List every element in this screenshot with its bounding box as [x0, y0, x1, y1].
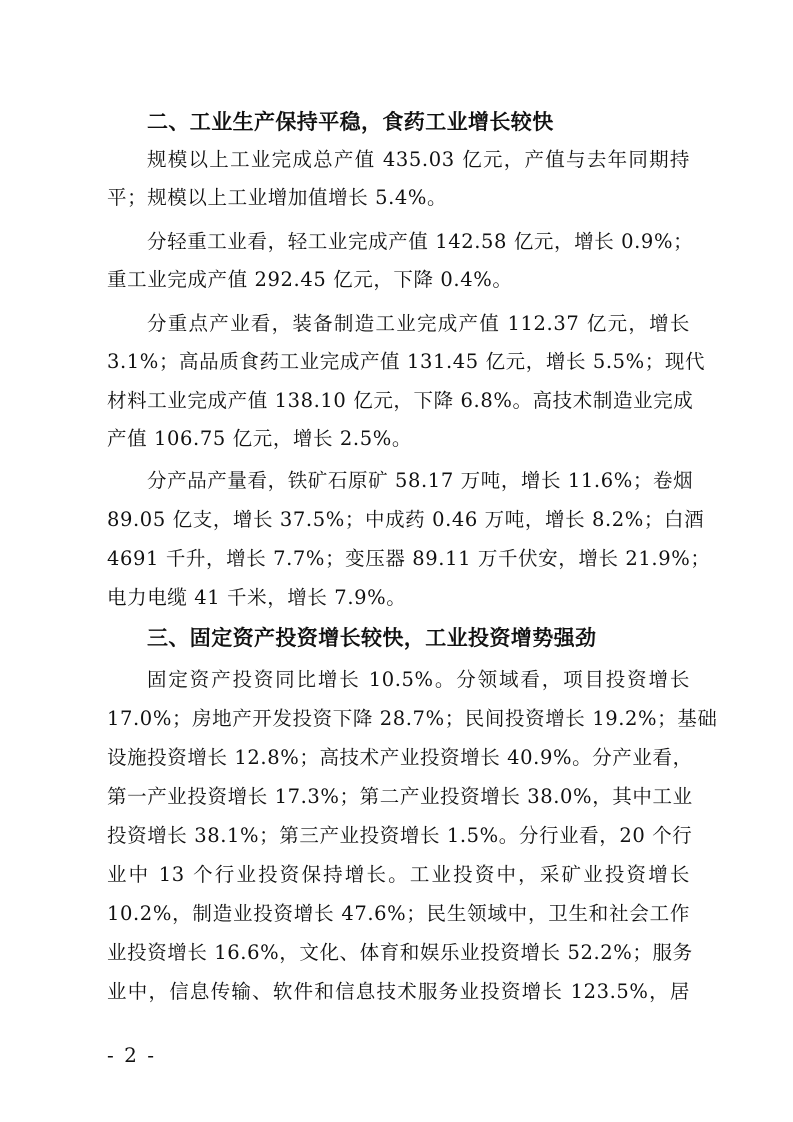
paragraph-line: 固定资产投资同比增长 10.5%。分领域看，项目投资增长 — [147, 668, 690, 691]
paragraph-line: 3.1%；高品质食药工业完成产值 131.45 亿元，增长 5.5%；现代 — [107, 350, 706, 373]
paragraph-line: 设施投资增长 12.8%；高技术产业投资增长 40.9%。分产业看， — [107, 746, 693, 769]
paragraph-line: 4691 千升，增长 7.7%；变压器 89.11 万千伏安，增长 21.9%； — [107, 547, 711, 570]
section-heading-2: 二、工业生产保持平稳，食药工业增长较快 — [147, 110, 554, 134]
paragraph-line: 平；规模以上工业增加值增长 5.4%。 — [107, 186, 448, 209]
paragraph-line: 分轻重工业看，轻工业完成产值 142.58 亿元，增长 0.9%； — [147, 230, 694, 253]
paragraph-line: 材料工业完成产值 138.10 亿元，下降 6.8%。高技术制造业完成 — [107, 389, 694, 412]
paragraph-line: 分产品产量看，铁矿石原矿 58.17 万吨，增长 11.6%；卷烟 — [147, 469, 694, 492]
paragraph-line: 10.2%，制造业投资增长 47.6%；民生领域中，卫生和社会工作 — [107, 902, 690, 925]
paragraph-line: 重工业完成产值 292.45 亿元，下降 0.4%。 — [107, 268, 513, 291]
paragraph-line: 业投资增长 16.6%，文化、体育和娱乐业投资增长 52.2%；服务 — [107, 941, 693, 964]
page-number: - 2 - — [107, 1043, 156, 1067]
paragraph-line: 业中，信息传输、软件和信息技术服务业投资增长 123.5%，居 — [107, 980, 690, 1003]
paragraph-line: 第一产业投资增长 17.3%；第二产业投资增长 38.0%，其中工业 — [107, 785, 693, 808]
paragraph-line: 电力电缆 41 千米，增长 7.9%。 — [107, 586, 407, 609]
paragraph-line: 业中 13 个行业投资保持增长。工业投资中，采矿业投资增长 — [107, 863, 690, 886]
paragraph-line: 产值 106.75 亿元，增长 2.5%。 — [107, 427, 412, 450]
paragraph-line: 89.05 亿支，增长 37.5%；中成药 0.46 万吨，增长 8.2%；白酒 — [107, 508, 705, 531]
paragraph-line: 17.0%；房地产开发投资下降 28.7%；民间投资增长 19.2%；基础 — [107, 707, 718, 730]
section-heading-3: 三、固定资产投资增长较快，工业投资增势强劲 — [147, 626, 597, 650]
paragraph-line: 规模以上工业完成总产值 435.03 亿元，产值与去年同期持 — [147, 148, 690, 171]
paragraph-line: 投资增长 38.1%；第三产业投资增长 1.5%。分行业看，20 个行 — [107, 824, 693, 847]
paragraph-line: 分重点产业看，装备制造工业完成产值 112.37 亿元，增长 — [147, 312, 690, 335]
